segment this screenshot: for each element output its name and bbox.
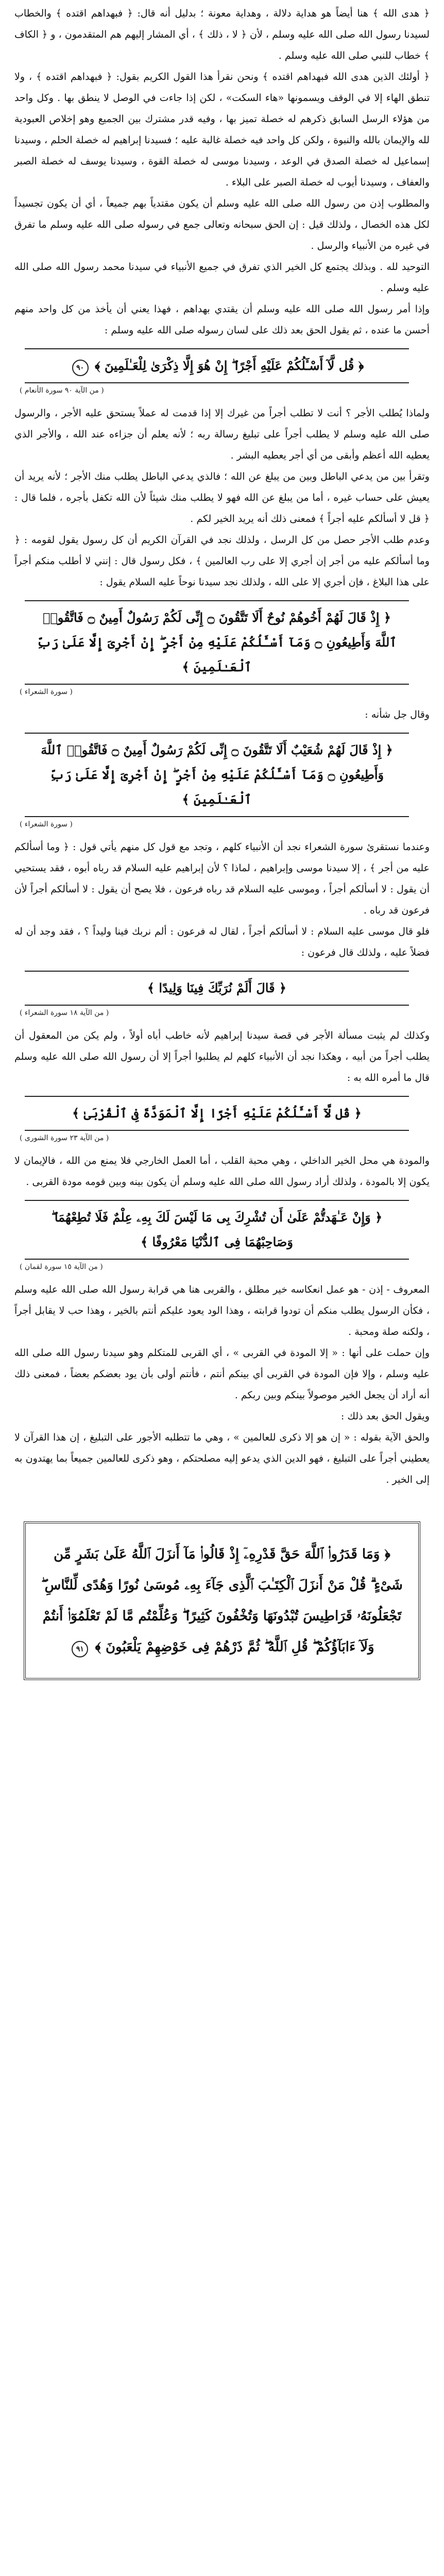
verse-text: ﴿ إِذْ قَالَ لَهُمْ شُعَيْبٌ أَلَا تَتَّقُونَ ۝ إِنِّى لَكُمْ رَسُولٌ أَمِينٌ ۝ فَاتَّقُوا۟ ٱللَّهَ وَأَطِيعُونِ ۝ وَمَآ أَسْـَٔلُكُمْ عَلَيْهِ مِنْ أَجْرٍ ۖ إِنْ أَجْرِىَ إِلَّا عَلَىٰ رَبِّ ٱلْعَـٰلَمِينَ ﴾: [41, 742, 393, 807]
quran-verse-block: [25, 733, 409, 817]
verse-reference: ( من الآية ٩٠ سورة الأنعام ): [20, 386, 104, 395]
paragraph: المعروف - إذن - هو عمل انعكاسه خير مطلق ، والقربى هنا هي قرابة رسول الله صلى الله عليه وسلم ، فكأن الرسول يطلب منكم أن تودوا قرابته ، وهذا الود يعود عليكم أنتم بالخير ، وهذا حب لا يقابل أجراً ، ولكنه صلة ومحبة .: [14, 1284, 430, 1337]
paragraph: التوحيد لله . وبذلك يجتمع كل الخير الذي تفرق في جميع الأنبياء في سيدنا محمد رسول الله صلى الله عليه وسلم .: [14, 261, 430, 294]
quran-verse-block: [25, 600, 409, 685]
verse-reference: ( من الآية ٢٣ سورة الشورى ): [20, 1134, 109, 1142]
paragraph: وكذلك لم يثبت مسألة الأجر في قصة سيدنا إبراهيم لأنه خاطب أباه أولاً ، ولم يكن من المعقول أن يطلب أجراً من أبيه ، وهكذا نجد أن الأنبياء كلهم لم يطلبوا أجراً إلا أن رسول الله صلى الله عليه وسلم قال ما أمره الله به :: [14, 1030, 430, 1083]
quran-verse-block: [25, 971, 409, 1006]
paragraph: وقال جل شأنه :: [365, 709, 430, 720]
quran-verse-block: [25, 1096, 409, 1131]
paragraph: ولماذا يُطلب الأجر ؟ أنت لا تطلب أجراً من غيرك إلا إذا قدمت له عملاً يستحق عليه الأجر ، والرسول صلى الله عليه وسلم لا يطلب أجراً على تبليغ رسالة ربه ؛ لأنه يعلم أن جزاءه عند الله ، والأجر الذي يعطيه الله أعظم وأبقى من أي أجر يعطيه البشر .: [14, 408, 430, 461]
quran-verse-block: [25, 1200, 409, 1260]
verse-reference: ( من الآية ١٨ سورة الشعراء ): [20, 1009, 109, 1017]
paragraph: وإذا أمر رسول الله صلى الله عليه وسلم أن يقتدي بهداهم ، فهذا يعني أن يأخذ من كل واحد منهم أحسن ما عنده ، ثم يقول الحق بعد ذلك على لسان رسوله صلى الله عليه وسلم :: [14, 303, 430, 336]
verse-text: ﴿ وَإِنْ عَـٰهَدتُّمْ عَلَىٰ أَن تُشْرِكَ بِى مَا لَيْسَ لَكَ بِهِۦ عِلْمٌ فَلَا تُطِعْهُمَا ۖ وَصَاحِبْهُمَا فِى ٱلدُّنْيَا مَعْرُوفًا ﴾: [51, 1210, 383, 1249]
paragraph: وعندما نستقرئ سورة الشعراء نجد أن الأنبياء كلهم ، وتجد مع قول كل منهم يأتي قول : ﴿ وما أسألكم عليه من أجر ﴾ ، إلا سيدنا موسى وإبراهيم ، لماذا ؟ لأن إبراهيم عليه السلام قد رباه أبوه ، فقد يستحيي أن يقول : لا أسألكم أجراً ، وموسى عليه السلام قد رباه فرعون ، فلا يصح أن يقول : لا أسألكم أجراً لأن فرعون قد رباه .: [14, 841, 430, 916]
ayah-number: ٩١: [72, 1641, 88, 1657]
paragraph: والمطلوب إذن من رسول الله صلى الله عليه وسلم أن يكون مقتدياً بهم جميعاً ، أي أن يكون تجسيداً لكل هذه الخصال ، ولذلك قيل : إن الحق سبحانه وتعالى جمع في رسوله صلى الله عليه وسلم ما تفرق في غيره من الأنبياء والرسل .: [14, 198, 430, 251]
paragraph: وتقرأ بين من يدعي الباطل وبين من يبلغ عن الله ؛ فالذي يدعي الباطل يطلب منك الأجر ؛ لأنه يريد أن يعيش على حساب غيره ، أما من يبلغ عن الله فهو لا يطلب منك شيئاً لأن الله تكفل بأجره ، فلما قال : ﴿ قل لا أسألكم عليه أجراً ﴾ فمعنى ذلك أنه يريد الخير لكم .: [14, 471, 430, 524]
verse-text: ﴿ قَالَ أَلَمْ نُرَبِّكَ فِينَا وَلِيدًا ﴾: [147, 980, 286, 995]
paragraph: وإن حملت على أنها : « إلا المودة في القربى » ، أي القربى للمتكلم وهو سيدنا رسول الله صلى الله عليه وسلم ، وإلا فإن المودة في القربى أي بينكم أنتم ، فأنتم أولى بأن يود بعضكم بعضاً ، فمعنى ذلك أنه أراد أن يجعل الخير موصولاً بينكم وبين ربكم .: [14, 1347, 430, 1401]
tafsir-page: [4, 3, 440, 2576]
verse-reference: ( سورة الشعراء ): [20, 820, 73, 828]
paragraph: والمودة هي محل الخير الداخلي ، وهي محبة القلب ، أما العمل الخارجي فلا يمنع من الله ، فالإيمان لا يكون إلا بالمودة ، ولذلك أراد رسول الله صلى الله عليه وسلم أن يكون بينه وبين قومه مودة القربى .: [14, 1155, 430, 1188]
verse-reference: ( سورة الشعراء ): [20, 688, 73, 696]
paragraph: والحق الآية بقوله : « إن هو إلا ذكرى للعالمين » ، وهي ما تتطلبه الأجور على التبليغ ، إن هذا القرآن لا يعطيني أجراً على التبليغ ، فهو الدين الذي يدعو إليه مصلحتكم ، وهو ذكرى للعالمين جميعاً بما يهتدون به إلى الخير .: [14, 1432, 430, 1485]
verse-text: ﴿ قُل لَّآ أَسْـَٔلُكُمْ عَلَيْهِ أَجْرًا ۖ إِنْ هُوَ إِلَّا ذِكْرَىٰ لِلْعَـٰلَمِينَ ﴾: [95, 358, 364, 373]
quran-verse-block: [25, 348, 409, 383]
framed-quran-verse: [24, 1521, 420, 1680]
paragraph: ويقول الحق بعد ذلك :: [340, 1411, 430, 1422]
verse-text: ﴿ إِذْ قَالَ لَهُمْ أَخُوهُمْ نُوحٌ أَلَا تَتَّقُونَ ۝ إِنِّى لَكُمْ رَسُولٌ أَمِينٌ ۝ فَاتَّقُوا۟ ٱللَّهَ وَأَطِيعُونِ ۝ وَمَآ أَسْـَٔلُكُمْ عَلَيْهِ مِنْ أَجْرٍ ۖ إِنْ أَجْرِىَ إِلَّا عَلَىٰ رَبِّ ٱلْعَـٰلَمِينَ ﴾: [37, 610, 397, 674]
paragraph: ﴿ أولئك الذين هدى الله فبهداهم اقتده ﴾ ونحن نقرأ هذا القول الكريم بقول: ﴿ فبهداهم اقتده ﴾ ، ولا تنطق الهاء إلا في الوقف ويسمونها «هاء السكت» ، لكن إذا جاءت في الوصل لا ينطق بها . وكل واحد من هؤلاء الرسل السابق ذكرهم له خصلة تميز بها ، وفيه قدر مشترك بين الجميع وهو إخلاص العبودية لله والإيمان بالله والنبوة ، ولكن كل واحد فيه خصلة غالبة عليه ؛ فسيدنا إبراهيم له خصلة الحلم ، وسيدنا إسماعيل له خصلة الصدق في الوعد ، وسيدنا موسى له خصلة القوة ، وسيدنا يوسف له خصلة الصبر والعفاف ، وسيدنا أيوب له خصلة الصبر على البلاء .: [14, 71, 430, 188]
paragraph: وعدم طلب الأجر حصل من كل الرسل ، ولذلك نجد في القرآن الكريم أن كل رسول يقول لقومه : ﴿ وما أسألكم عليه من أجر إن أجري إلا على رب العالمين ﴾ ، فكل رسول قال : إنني لا أطلب منكم أجراً على هذا البلاغ ، فإن أجري إلا على الله ، ولذلك نجد سيدنا نوحاً عليه السلام يقول :: [14, 534, 430, 588]
verse-text: ﴿ قُل لَّآ أَسْـَٔلُكُمْ عَلَيْهِ أَجْرًا إِلَّا ٱلْمَوَدَّةَ فِى ٱلْقُرْبَىٰ ﴾: [72, 1106, 362, 1121]
paragraph: فلو قال موسى عليه السلام : لا أسألكم أجراً ، لقال له فرعون : ألم نربك فينا وليداً ؟ ، فقد وجد أن له فضلاً عليه ، ولذلك قال فرعون :: [14, 926, 430, 958]
paragraph: ﴿ هدى الله ﴾ هنا أيضاً هو هداية دلالة ، وهداية معونة ؛ بدليل أنه قال: ﴿ فبهداهم اقتده ﴾ والخطاب لسيدنا رسول الله صلى الله عليه وسلم ، لأن ﴿ لا ، ذلك ﴾ ، أي المشار إليهم هم المتقدمون ، و ﴿ الكاف ﴾ خطاب للنبي صلى الله عليه وسلم .: [14, 8, 430, 61]
ayah-number: ٩٠: [72, 360, 89, 376]
verse-reference: ( من الآية ١٥ سورة لقمان ): [20, 1263, 103, 1271]
commentary-column: [4, 3, 440, 1680]
verse-text: ﴿ وَمَا قَدَرُوا۟ ٱللَّهَ حَقَّ قَدْرِهِۦٓ إِذْ قَالُوا۟ مَآ أَنزَلَ ٱللَّهُ عَلَىٰ بَشَرٍ مِّن شَىْءٍ ۗ قُلْ مَنْ أَنزَلَ ٱلْكِتَـٰبَ ٱلَّذِى جَآءَ بِهِۦ مُوسَىٰ نُورًا وَهُدًى لِّلنَّاسِ ۖ تَجْعَلُونَهُۥ قَرَاطِيسَ تُبْدُونَهَا وَتُخْفُونَ كَثِيرًا ۖ وَعُلِّمْتُم مَّا لَمْ تَعْلَمُوٓا۟ أَنتُمْ وَلَآ ءَابَآؤُكُمْ ۖ قُلِ ٱللَّهُ ۖ ثُمَّ ذَرْهُمْ فِى خَوْضِهِمْ يَلْعَبُونَ ﴾: [41, 1547, 403, 1655]
